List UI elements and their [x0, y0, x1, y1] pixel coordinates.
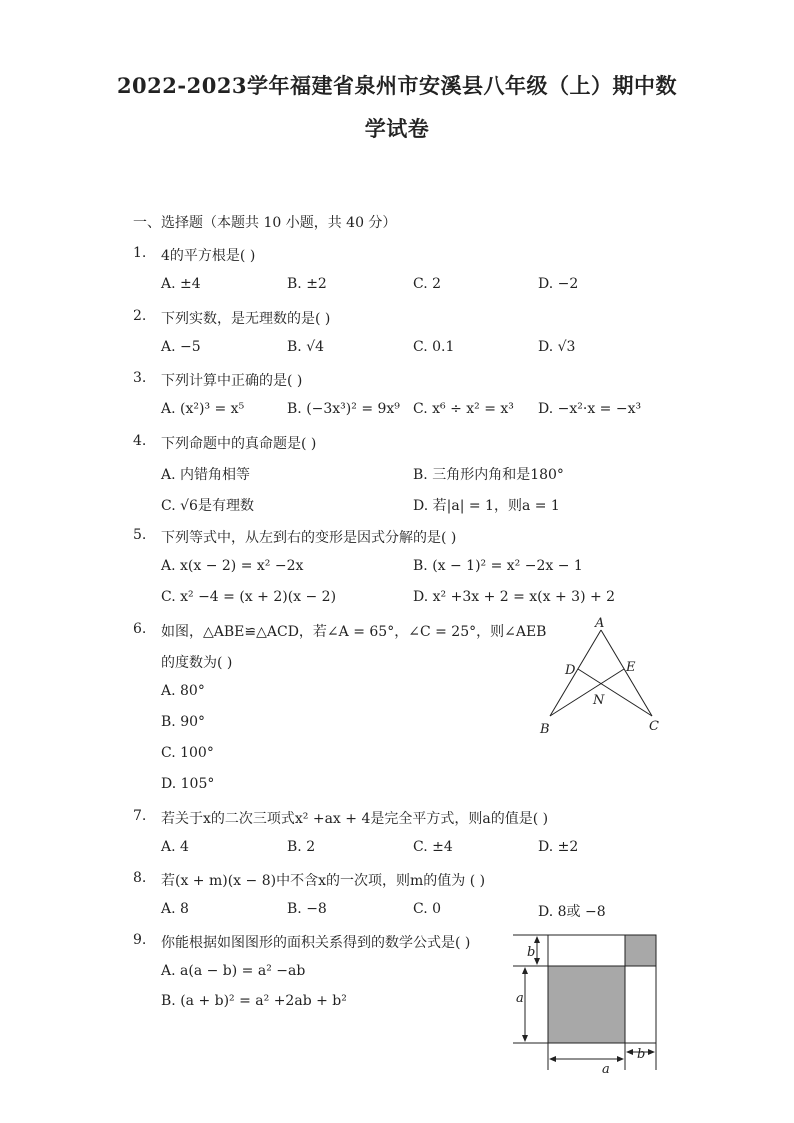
option-d: D. −2: [538, 276, 579, 292]
option-c: C. x² −4 = (x + 2)(x − 2): [161, 589, 337, 605]
question-text: 下列命题中的真命题是( ): [161, 436, 317, 452]
label-b-bottom: b: [637, 1047, 646, 1062]
option-d: D. 8或 −8: [538, 904, 606, 920]
label-b-left: b: [527, 945, 536, 960]
label-c: C: [649, 719, 659, 734]
option-a: A. x(x − 2) = x² −2x: [161, 558, 304, 574]
option-c: C. √6是有理数: [161, 498, 254, 514]
option-c: C. 100°: [161, 745, 214, 761]
option-c: C. 0: [413, 901, 442, 917]
option-a: A. 4: [161, 839, 189, 855]
question-number: 8.: [133, 870, 147, 886]
option-d: D. −x²·x = −x³: [538, 401, 642, 417]
option-b: B. ±2: [287, 276, 327, 292]
option-b: B. 三角形内角和是180°: [413, 467, 564, 483]
label-a: A: [595, 616, 605, 631]
option-d: D. 若|a| = 1，则a = 1: [413, 498, 560, 514]
title-line-2: 学试卷: [364, 116, 430, 141]
question-number: 6.: [133, 621, 147, 637]
question-number: 4.: [133, 433, 147, 449]
option-a: A. −5: [161, 339, 201, 355]
label-n: N: [593, 693, 605, 708]
question-text: 你能根据如图图形的面积关系得到的数学公式是( ): [161, 935, 471, 951]
option-c: C. ±4: [413, 839, 453, 855]
question-number: 7.: [133, 808, 147, 824]
option-d: D. x² +3x + 2 = x(x + 3) + 2: [413, 589, 616, 605]
label-a-bottom: a: [602, 1062, 610, 1074]
segment-be: [550, 669, 624, 716]
option-d: D. √3: [538, 339, 576, 355]
question-number: 1.: [133, 245, 147, 261]
shaded-square-small: [625, 935, 656, 966]
question-number: 2.: [133, 308, 147, 324]
option-a: A. 80°: [161, 683, 205, 699]
triangle-figure: [530, 615, 670, 740]
shaded-square-large: [548, 966, 625, 1043]
option-d: D. 105°: [161, 776, 215, 792]
option-b: B. −8: [287, 901, 327, 917]
question-text: 若(x + m)(x − 8)中不含x的一次项，则m的值为 ( ): [161, 873, 486, 889]
label-d: D: [565, 663, 576, 678]
option-c: C. 2: [413, 276, 442, 292]
label-e: E: [626, 660, 636, 675]
option-c: C. x⁶ ÷ x² = x³: [413, 401, 514, 417]
section-heading: 一、选择题（本题共 10 小题，共 40 分）: [133, 215, 397, 231]
area-figure: [508, 928, 668, 1074]
title-line-1: 2022-2023学年福建省泉州市安溪县八年级（上）期中数: [116, 73, 678, 98]
option-b: B. (x − 1)² = x² −2x − 1: [413, 558, 583, 574]
option-a: A. (x²)³ = x⁵: [161, 401, 245, 417]
question-number: 5.: [133, 527, 147, 543]
question-6-continued: 的度数为( ): [161, 655, 233, 671]
option-a: A. ±4: [161, 276, 201, 292]
option-c: C. 0.1: [413, 339, 455, 355]
label-b: B: [540, 722, 550, 737]
option-b: B. 2: [287, 839, 316, 855]
question-text: 下列计算中正确的是( ): [161, 373, 303, 389]
question-number: 9.: [133, 932, 147, 948]
question-text: 若关于x的二次三项式x² +ax + 4是完全平方式，则a的值是( ): [161, 811, 549, 827]
question-number: 3.: [133, 370, 147, 386]
question-text: 如图，△ABE≌△ACD，若∠A = 65°，∠C = 25°，则∠AEB: [161, 624, 547, 640]
option-b: B. (a + b)² = a² +2ab + b²: [161, 993, 347, 1009]
option-b: B. √4: [287, 339, 325, 355]
question-text: 下列等式中，从左到右的变形是因式分解的是( ): [161, 530, 457, 546]
option-a: A. a(a − b) = a² −ab: [161, 963, 306, 979]
option-b: B. (−3x³)² = 9x⁹: [287, 401, 400, 417]
option-a: A. 8: [161, 901, 189, 917]
label-a-left: a: [516, 991, 524, 1006]
option-a: A. 内错角相等: [161, 467, 251, 483]
question-text: 下列实数，是无理数的是( ): [161, 311, 331, 327]
segment-cd: [578, 669, 652, 716]
question-text: 4的平方根是( ): [161, 248, 256, 264]
option-b: B. 90°: [161, 714, 206, 730]
option-d: D. ±2: [538, 839, 579, 855]
